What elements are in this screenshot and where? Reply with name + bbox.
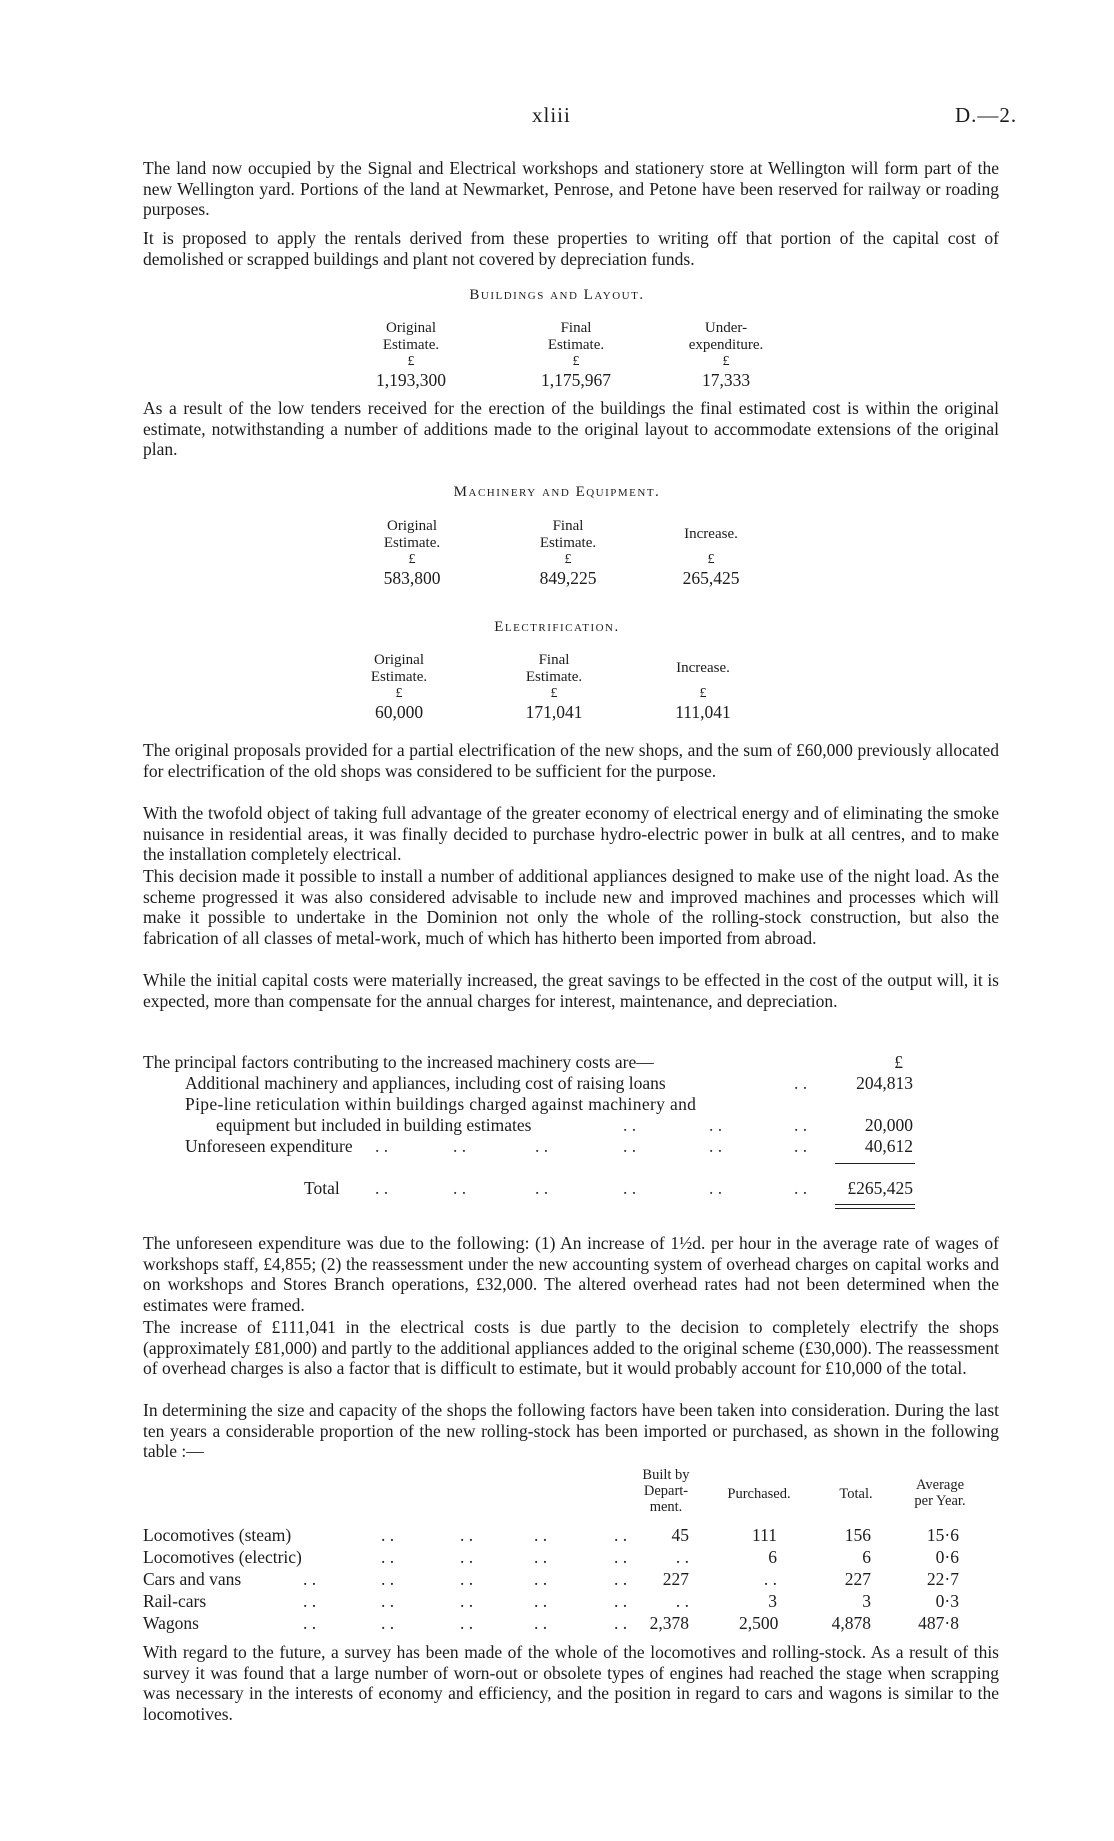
stock-row: Locomotives (electric) . . . . . . . . . . 6 6 0·6 bbox=[143, 1547, 959, 1567]
factors-row-pipeline-1: Pipe-line reticulation within buildings charged against machinery and bbox=[185, 1094, 697, 1114]
factors-row-pipeline-2: equipment but included in building estimates . . . . . . 20,000 bbox=[216, 1115, 913, 1135]
header-purchased: Purchased. bbox=[727, 1486, 791, 1502]
buildings-col-final: Final Estimate. £ 1,175,967 bbox=[541, 320, 611, 390]
buildings-col-original: Original Estimate. £ 1,193,300 bbox=[376, 320, 446, 390]
body-paragraph-3: This decision made it possible to install a number of additional appliances designed to make use of the night load. As the scheme progressed it was also considered advisable to include new and improved machines and processes which will make it possible to undertake in the Dominion not only the whole of the rolling-stock construction, but also the fabrication of all classes of metal-work, much of which has hitherto been imported from abroad. bbox=[143, 866, 999, 948]
intro-paragraph-1: The land now occupied by the Signal and Electrical workshops and stationery store at Wellington will form part of the new Wellington yard. Portions of the land at Newmarket, Penrose, and Petone have been reserved for railway or roading purposes. bbox=[143, 158, 999, 219]
page-number: xliii bbox=[532, 103, 571, 127]
subtotal-rule bbox=[835, 1163, 915, 1164]
machinery-col-final: Final Estimate. £ 849,225 bbox=[539, 518, 597, 588]
rolling-stock-table bbox=[143, 1467, 993, 1632]
header-built-by-department: Built by Depart- ment. bbox=[642, 1467, 690, 1515]
electrification-col-original: Original Estimate. £ 60,000 bbox=[370, 652, 428, 722]
header-total: Total. bbox=[839, 1486, 873, 1502]
total-rule-1 bbox=[835, 1204, 915, 1205]
factors-unit: £ bbox=[894, 1052, 903, 1072]
machinery-col-original: Original Estimate. £ 583,800 bbox=[383, 518, 441, 588]
electrification-table bbox=[0, 652, 1114, 732]
after-paragraph-3: In determining the size and capacity of the shops the following factors have been taken into consideration. During the last ten years a considerable proportion of the new rolling-stock has been imported or purchased, as shown in the following table :— bbox=[143, 1400, 999, 1461]
factors-list bbox=[143, 1052, 943, 1202]
stock-row: Wagons . . . . . . . . . . 2,378 2,500 4,878 487·8 bbox=[143, 1613, 959, 1633]
stock-row: Locomotives (steam) . . . . . . . . 45 111 156 15·6 bbox=[143, 1525, 959, 1545]
body-paragraph-2: With the twofold object of taking full advantage of the greater economy of electrical energy and of eliminating the smoke nuisance in residential areas, it was finally decided to purchase hydro-electric power in bulk at all centres, and to make the installation completely electrical. bbox=[143, 803, 999, 864]
factors-row-additional: Additional machinery and appliances, including cost of raising loans . . 204,813 bbox=[185, 1073, 913, 1093]
after-paragraph-1: The unforeseen expenditure was due to the following: (1) An increase of 1½d. per hour in the average rate of wages of workshops staff, £4,855; (2) the reassessment under the new accounting system of overhead charges on capital works and on workshops and Stores Branch operations, £32,000. The altered overhead rates had not been determined when the estimates were framed. bbox=[143, 1233, 999, 1315]
factors-intro: The principal factors contributing to the increased machinery costs are— bbox=[143, 1052, 654, 1072]
stock-row: Cars and vans . . . . . . . . . . 227 . . 227 22·7 bbox=[143, 1569, 959, 1589]
stock-row: Rail-cars . . . . . . . . . . . . 3 3 0·3 bbox=[143, 1591, 959, 1611]
after-paragraph-2: The increase of £111,041 in the electrical costs is due partly to the decision to completely electrify the shops (approximately £81,000) and partly to the additional appliances added to the original scheme (£30,000). The reassessment of overhead charges is also a factor that is difficult to estimate, but it would probably account for £10,000 of the total. bbox=[143, 1317, 999, 1378]
buildings-heading: Buildings and Layout. bbox=[469, 287, 645, 303]
document-reference: D.—2. bbox=[955, 103, 1018, 127]
buildings-col-under: Under- expenditure. £ 17,333 bbox=[688, 320, 764, 390]
factors-intro-row bbox=[143, 1052, 943, 1073]
header-average-per-year: Average per Year. bbox=[914, 1477, 966, 1509]
body-paragraph-1: The original proposals provided for a partial electrification of the new shops, and the sum of £60,000 previously allocated for electrification of the old shops was considered to be sufficient for the purpose. bbox=[143, 740, 999, 781]
total-rule-2 bbox=[835, 1208, 915, 1209]
buildings-note: As a result of the low tenders received for the erection of the buildings the final estimated cost is within the original estimate, notwithstanding a number of additions made to the original layout to accommodate extensions of the original plan. bbox=[143, 398, 999, 459]
electrification-col-increase: Increase. £ 111,041 bbox=[675, 660, 731, 722]
factors-row-total: Total . . . . . . . . . . . . £265,425 bbox=[304, 1178, 913, 1198]
closing-paragraph: With regard to the future, a survey has been made of the whole of the locomotives and rolling-stock. As a result of this survey it was found that a large number of worn-out or obsolete types of engines had reached the stage when scrapping was necessary in the interests of economy and efficiency, and the position in regard to cars and wagons is similar to the locomotives. bbox=[143, 1642, 999, 1724]
intro-paragraph-2: It is proposed to apply the rentals derived from these properties to writing off that portion of the capital cost of demolished or scrapped buildings and plant not covered by depreciation funds. bbox=[143, 228, 999, 269]
body-paragraph-4: While the initial capital costs were materially increased, the great savings to be effected in the cost of the output will, it is expected, more than compensate for the annual charges for interest, maintenance, and depreciation. bbox=[143, 970, 999, 1011]
electrification-col-final: Final Estimate. £ 171,041 bbox=[525, 652, 583, 722]
machinery-table bbox=[0, 518, 1114, 598]
machinery-col-increase: Increase. £ 265,425 bbox=[682, 526, 740, 588]
machinery-heading: Machinery and Equipment. bbox=[453, 484, 661, 500]
factors-row-unforeseen: Unforeseen expenditure . . . . . . . . . . . . 40,612 bbox=[185, 1136, 913, 1156]
electrification-heading: Electrification. bbox=[494, 619, 620, 635]
buildings-table bbox=[0, 320, 1114, 400]
